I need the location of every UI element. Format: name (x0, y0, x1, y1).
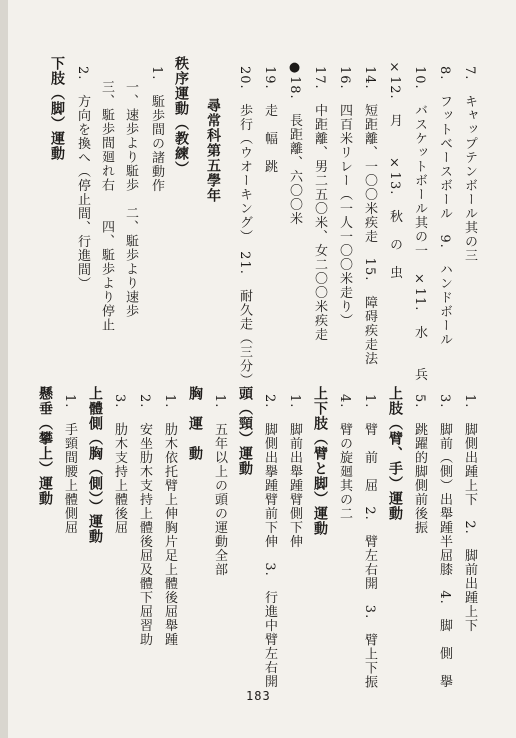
lower-line: 4. 臂の旋廻其の二 (337, 394, 352, 521)
lower-line: 1. 脚前出舉踵臂側下伸 (287, 394, 302, 549)
lower-line: 1. 肋木依托臂上伸胸片足上體後屈舉踵 (162, 394, 177, 647)
upper-line: 14. 短距離、一〇〇米疾走 15. 障碍疾走法 (362, 66, 377, 366)
upper-line: 1. 駈歩間の諸動作 (149, 66, 164, 193)
grade-heading: 尋常科第五學年 (205, 98, 221, 203)
section-heading: 上肢（臂、手）運動 (387, 386, 403, 521)
page-number: 183 (246, 689, 271, 703)
lower-line: 2. 脚側出擧踵臂前下伸 3. 行進中臂左右開 (262, 394, 277, 689)
binding-gutter (0, 0, 8, 738)
section-heading: 秩序運動（教練） (173, 56, 189, 176)
upper-line: 17. 中距離、男二五〇米、女二〇〇米疾走 (312, 66, 327, 342)
upper-line: 2. 方向を換へ（停止間、行進間） (75, 66, 90, 291)
upper-line: 三、駈歩間廻れ右 四、駈歩より停止 (99, 80, 114, 332)
lower-line: 1. 脚側出踵上下 2. 脚前出踵上下 (462, 394, 477, 633)
section-heading: 上體側（胸（側））運動 (87, 386, 103, 544)
section-heading: 胸 運 動 (187, 386, 203, 461)
section-heading: 懸垂（攀上）運動 (37, 386, 53, 506)
section-heading: 上下肢（臂と脚）運動 (312, 386, 328, 536)
upper-line: 19. 走 幅 跳 (262, 66, 277, 174)
lower-line: 3. 肋木支持上體後屈 (112, 394, 127, 535)
upper-line: 8. フットベースボール 9. ハンドボール (437, 66, 452, 347)
lower-line: 1. 臂 前 屈 2. 臂左右開 3. 臂上下振 (362, 394, 377, 690)
lower-line: 5. 跳躍的脚側前後振 (412, 394, 427, 535)
upper-line: 16. 四百米リレー（一人一〇〇米走り） (337, 66, 352, 328)
lower-line: 3. 脚前（側）出舉踵半屈膝 4. 脚 側 擧 (437, 394, 452, 689)
lower-line: 2. 安坐肋木支持上體後屈及體下屈習助 (137, 394, 152, 647)
upper-line: 10. バスケットボール其の一 ×11. 水 兵 (412, 66, 427, 382)
upper-line: 20. 歩行（ウオーキング） 21. 耐久走（三分） (237, 66, 252, 387)
lower-line: 1. 五年以上の頭の運動全部 (212, 394, 227, 577)
section-heading: 頭（頸）運動 (237, 386, 253, 476)
upper-line: 7. キャップテンボール其の三 (462, 66, 477, 263)
upper-line: ×12. 月 ×13. 秋 の 虫 (387, 60, 402, 280)
upper-line: ●18. 長距離、六〇〇米 (287, 60, 302, 226)
section-heading: 下肢（脚）運動 (49, 56, 65, 161)
lower-line: 1. 手頸間腰上體側屈 (62, 394, 77, 535)
upper-line: 一、速歩より駈歩 二、駈歩より速歩 (123, 80, 138, 318)
